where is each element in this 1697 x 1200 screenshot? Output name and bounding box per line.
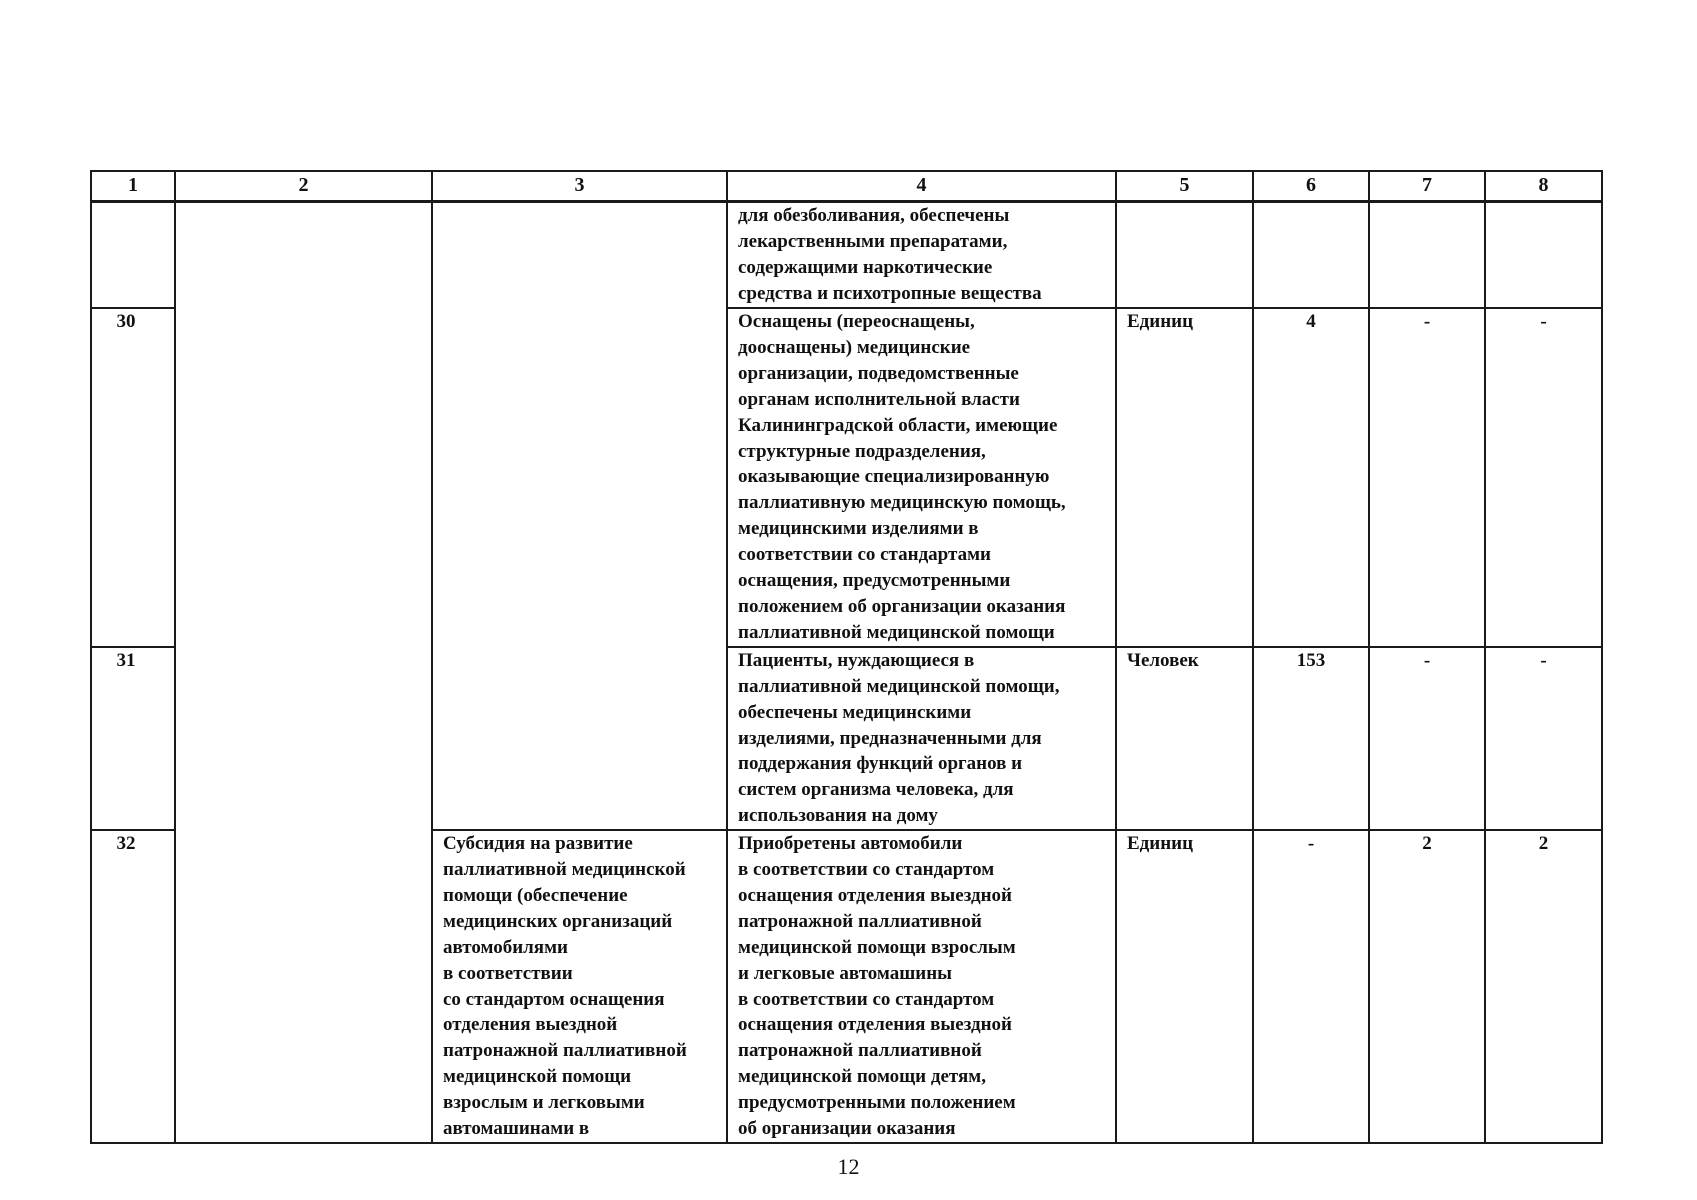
- activity-text: Субсидия на развитие паллиативной медицинской помощи (обеспечение медицинских организаций автомобилями в соответствии со стандартом оснащения отделения выездной патронажной паллиативной медицинской помощи взрослым и легковыми автомашинами в: [443, 833, 687, 1140]
- unit-cell: Единиц: [1116, 308, 1253, 647]
- column-header-8: 8: [1485, 171, 1602, 202]
- unit-cell: Человек: [1116, 647, 1253, 830]
- column-header-6: 6: [1253, 171, 1369, 202]
- value-col8-cell: [1485, 202, 1602, 309]
- header-row: [91, 171, 1602, 202]
- column-header-4: 4: [727, 171, 1116, 202]
- row-number-cell: 32: [91, 830, 175, 1143]
- description-cell: [727, 647, 1116, 830]
- value-col8-cell: -: [1485, 308, 1602, 647]
- description-text: Пациенты, нуждающиеся в паллиативной медицинской помощи, обеспечены медицинскими изделиями, предназначенными для поддержания функций органов и систем организма человека, для использования на дому: [738, 649, 1060, 827]
- description-cell: [727, 202, 1116, 309]
- table-row-continued: [91, 202, 1602, 309]
- page-number: 12: [837, 1154, 860, 1179]
- value-col7-cell: 2: [1369, 830, 1485, 1143]
- value-col6-cell: [1253, 202, 1369, 309]
- column-3-merged-cell: [432, 202, 727, 831]
- description-text: Оснащены (переоснащены, дооснащены) медицинские организации, подведомственные органам исполнительной власти Калининградской области, имеющие структурные подразделения, оказывающие специализированную паллиативную медицинскую помощь, медицинскими изделиями в соответствии со стандартами оснащения, предусмотренными положением об организации оказания паллиативной медицинской помощи: [738, 311, 1066, 643]
- description-cell: [727, 308, 1116, 647]
- column-header-1: 1: [91, 171, 175, 202]
- value-col7-cell: -: [1369, 308, 1485, 647]
- column-2-merged-cell: [175, 202, 432, 1144]
- activity-cell: [432, 830, 727, 1143]
- unit-cell: Единиц: [1116, 830, 1253, 1143]
- value-col7-cell: [1369, 202, 1485, 309]
- description-cell: [727, 830, 1116, 1143]
- column-header-2: 2: [175, 171, 432, 202]
- unit-cell: [1116, 202, 1253, 309]
- description-text: Приобретены автомобили в соответствии со стандартом оснащения отделения выездной патронажной паллиативной медицинской помощи взрослым и легковые автомашины в соответствии со стандартом оснащения отделения выездной патронажной паллиативной медицинской помощи детям, предусмотренными положением об организации оказания: [738, 833, 1016, 1140]
- value-col8-cell: -: [1485, 647, 1602, 830]
- column-header-3: 3: [432, 171, 727, 202]
- value-col6-cell: 4: [1253, 308, 1369, 647]
- row-number-cell: [91, 202, 175, 309]
- row-number-cell: 30: [91, 308, 175, 647]
- value-col8-cell: 2: [1485, 830, 1602, 1143]
- table-header: [91, 171, 1602, 202]
- row-number-cell: 31: [91, 647, 175, 830]
- value-col6-cell: -: [1253, 830, 1369, 1143]
- column-header-7: 7: [1369, 171, 1485, 202]
- table-body: [91, 202, 1602, 1144]
- column-header-5: 5: [1116, 171, 1253, 202]
- value-col7-cell: -: [1369, 647, 1485, 830]
- data-table: [90, 170, 1603, 1144]
- value-col6-cell: 153: [1253, 647, 1369, 830]
- description-text: для обезболивания, обеспечены лекарственными препаратами, содержащими наркотические средства и психотропные вещества: [738, 205, 1042, 304]
